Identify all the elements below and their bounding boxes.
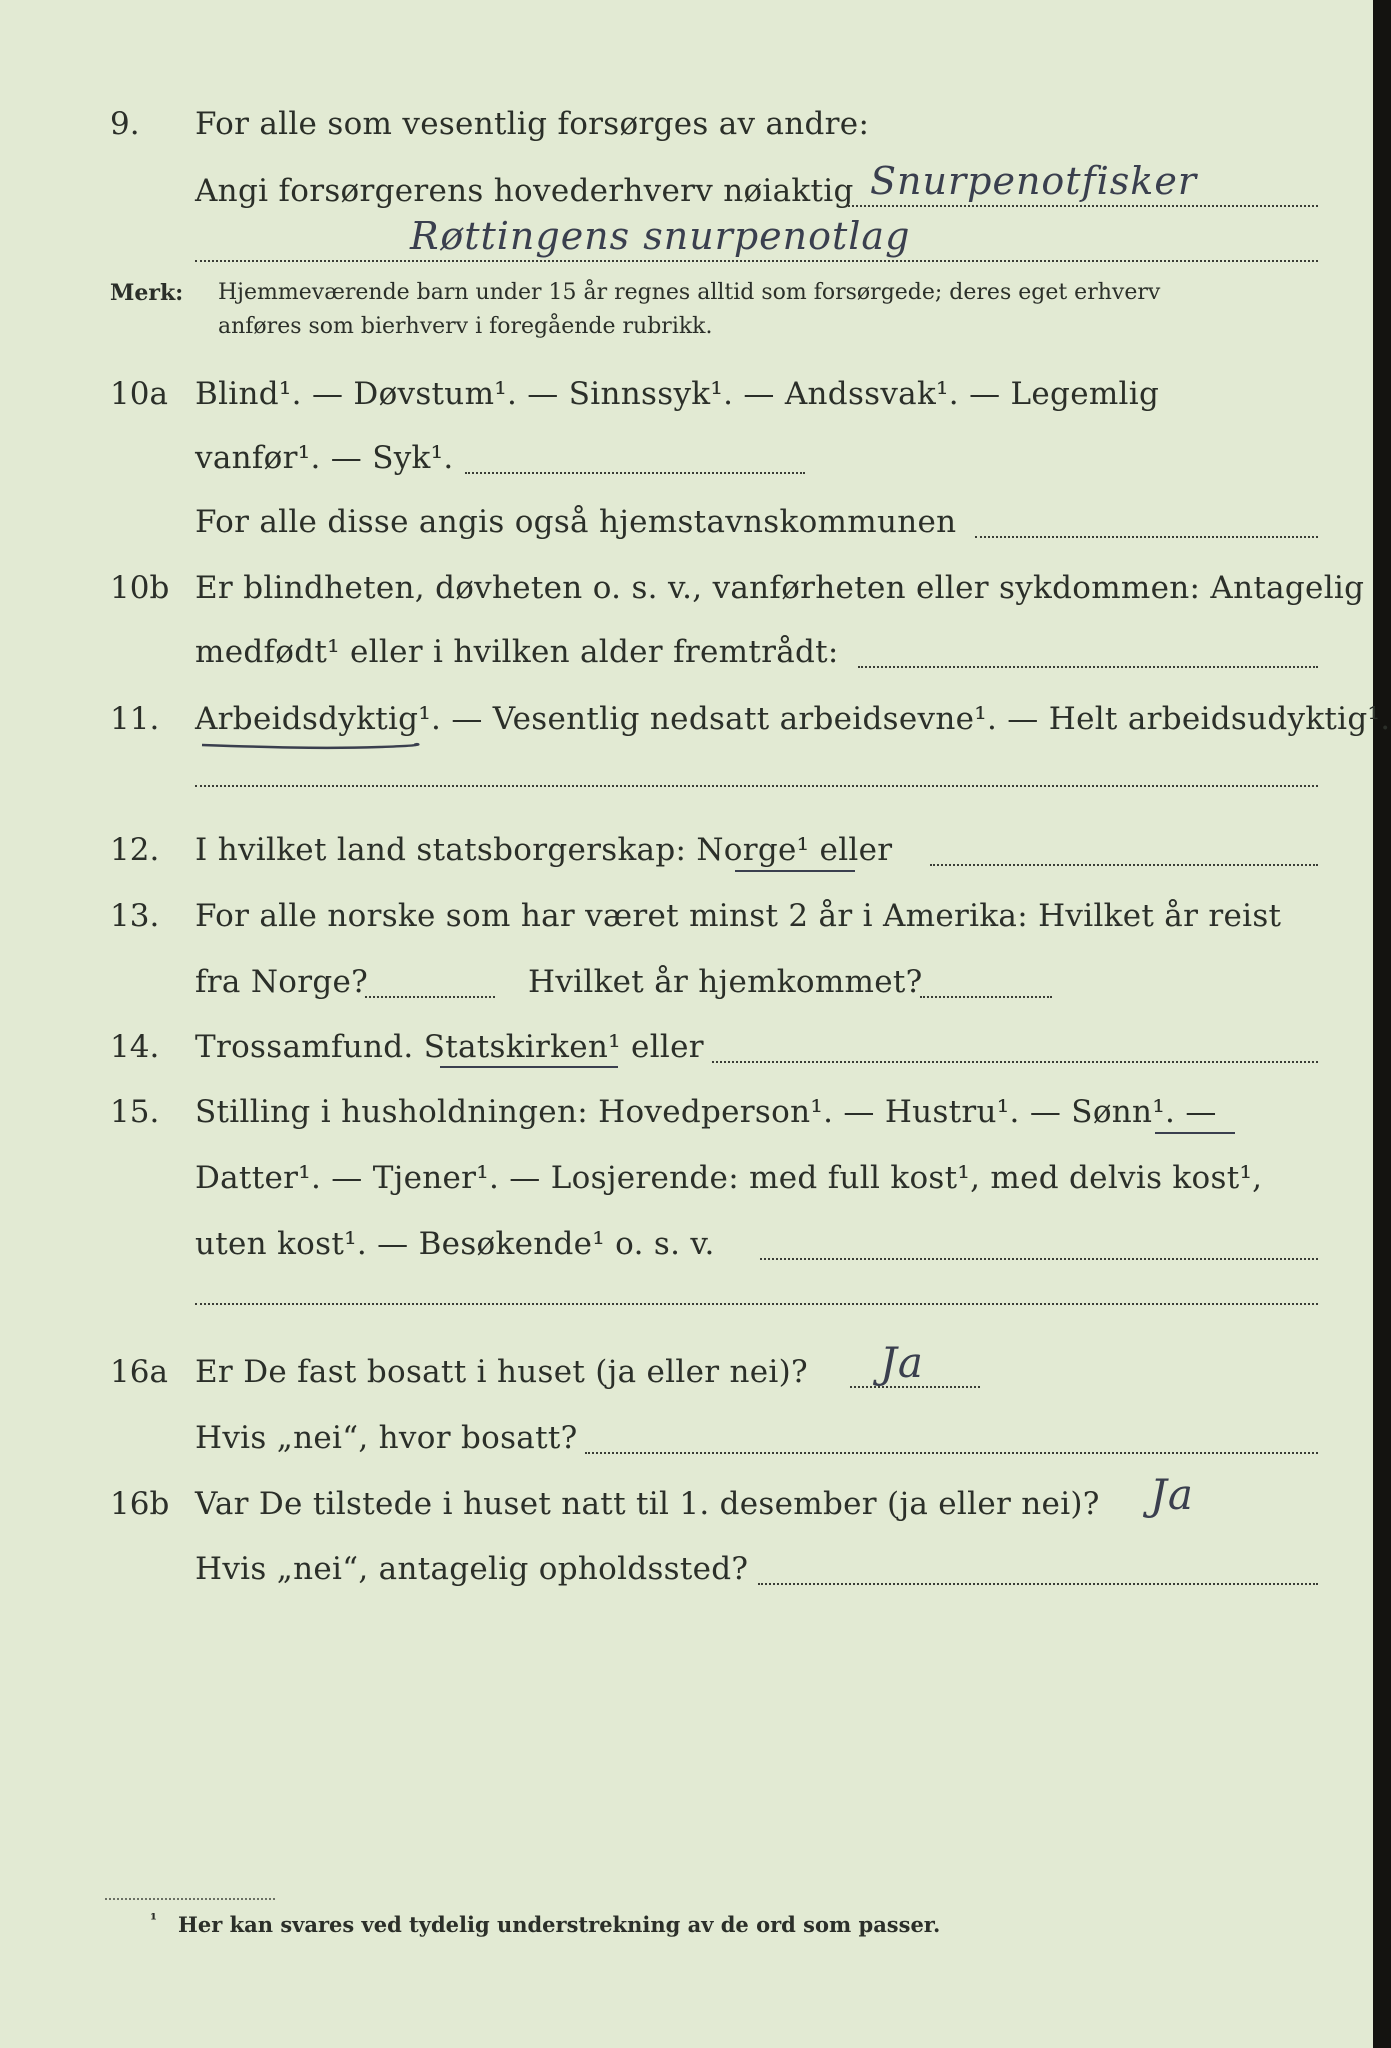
item-text: Trossamfund. Statskirken¹ eller: [195, 1029, 704, 1065]
item-16a-line1: [0, 1338, 1391, 1396]
item-13-line1: [0, 890, 1391, 940]
item-15-line1: [0, 1086, 1391, 1136]
item-number: 11.: [110, 701, 160, 737]
item-text: Arbeidsdyktig¹. — Vesentlig nedsatt arbeidsevne¹. — Helt arbeidsudyktig¹.: [195, 701, 1391, 737]
item-9-line1: [0, 98, 1391, 148]
item-12-line1: [0, 824, 1391, 874]
item-text: For alle disse angis også hjemstavnskommunen: [195, 504, 957, 540]
item-text: Var De tilstede i huset natt til 1. desember (ja eller nei)?: [195, 1486, 1100, 1522]
item-number: 15.: [110, 1094, 160, 1130]
answer-line: [858, 666, 1318, 668]
handwritten-answer: Røttingens snurpenotlag: [410, 214, 911, 258]
note-text: anføres som bierhverv i foregående rubrikk.: [218, 314, 713, 339]
item-14-line1: [0, 1021, 1391, 1071]
item-16b-line1: [0, 1470, 1391, 1528]
item-text: For alle norske som har været minst 2 år i Amerika: Hvilket år reist: [195, 898, 1282, 934]
item-text: Hvis „nei“, hvor bosatt?: [195, 1420, 578, 1456]
answer-line: [930, 864, 1318, 866]
pen-underline-mark: [735, 870, 855, 872]
handwritten-answer: Ja: [880, 1338, 924, 1387]
item-10a-line2: [0, 432, 1391, 482]
pen-underline-mark: [440, 1066, 618, 1068]
answer-line: [195, 260, 1318, 262]
item-text: Stilling i husholdningen: Hovedperson¹. — Hustru¹. — Sønn¹. —: [195, 1094, 1217, 1130]
item-text: Hvis „nei“, antagelig opholdssted?: [195, 1551, 749, 1587]
item-text: Datter¹. — Tjener¹. — Losjerende: med full kost¹, med delvis kost¹,: [195, 1160, 1263, 1196]
item-16b-line2: [0, 1543, 1391, 1593]
item-10a-line3: [0, 496, 1391, 546]
item-text: I hvilket land statsborgerskap: Norge¹ eller: [195, 832, 893, 868]
item-10a-line1: [0, 368, 1391, 418]
item-text: fra Norge?: [195, 964, 369, 1000]
pen-underline-mark: [200, 735, 420, 757]
item-10b-line1: [0, 562, 1391, 612]
item-15-line2: [0, 1152, 1391, 1202]
answer-line: [758, 1583, 1318, 1585]
item-15-line3: [0, 1218, 1391, 1268]
answer-line: [365, 996, 495, 998]
item-number: 10b: [110, 570, 170, 606]
item-text: Er De fast bosatt i huset (ja eller nei)?: [195, 1354, 808, 1390]
item-9-line3: [0, 214, 1391, 270]
handwritten-answer: Snurpenotfisker: [870, 159, 1197, 203]
item-number: 14.: [110, 1029, 160, 1065]
item-text: medfødt¹ eller i hvilken alder fremtrådt:: [195, 634, 839, 670]
answer-line: [585, 1452, 1318, 1454]
item-9-line2: [0, 159, 1391, 215]
answer-line: [975, 536, 1318, 538]
item-text: Hvilket år hjemkommet?: [528, 964, 923, 1000]
item-10b-line2: [0, 626, 1391, 676]
item-text: Blind¹. — Døvstum¹. — Sinnssyk¹. — Andssvak¹. — Legemlig: [195, 376, 1160, 412]
note-label: Merk:: [110, 280, 184, 306]
item-number: 13.: [110, 898, 160, 934]
answer-line: [712, 1061, 1318, 1063]
footnote-separator: [105, 1898, 275, 1900]
answer-line: [195, 1303, 1318, 1305]
note-text: Hjemmeværende barn under 15 år regnes alltid som forsørgede; deres eget erhverv: [218, 280, 1161, 305]
footnote-text: Her kan svares ved tydelig understrekning av de ord som passer.: [178, 1912, 941, 1937]
item-number: 9.: [110, 106, 140, 142]
item-text: For alle som vesentlig forsørges av andre:: [195, 106, 870, 142]
item-text: uten kost¹. — Besøkende¹ o. s. v.: [195, 1226, 715, 1262]
answer-line: [920, 996, 1052, 998]
item-number: 10a: [110, 376, 168, 412]
footnote-mark: ¹: [150, 1910, 158, 1929]
item-number: 16b: [110, 1486, 170, 1522]
pen-underline-mark: [1155, 1132, 1235, 1134]
item-16a-line2: [0, 1412, 1391, 1462]
item-text: Er blindheten, døvheten o. s. v., vanførheten eller sykdommen: Antagelig: [195, 570, 1365, 606]
item-13-line2: [0, 956, 1391, 1006]
item-number: 12.: [110, 832, 160, 868]
answer-line: [195, 785, 1318, 787]
item-text: Angi forsørgerens hovederhverv nøiaktig: [195, 173, 854, 209]
handwritten-answer: Ja: [1150, 1470, 1194, 1519]
answer-line: [465, 472, 805, 474]
answer-line: [848, 205, 1318, 207]
answer-line: [760, 1258, 1318, 1260]
item-text: vanfør¹. — Syk¹.: [195, 440, 454, 476]
item-number: 16a: [110, 1354, 168, 1390]
